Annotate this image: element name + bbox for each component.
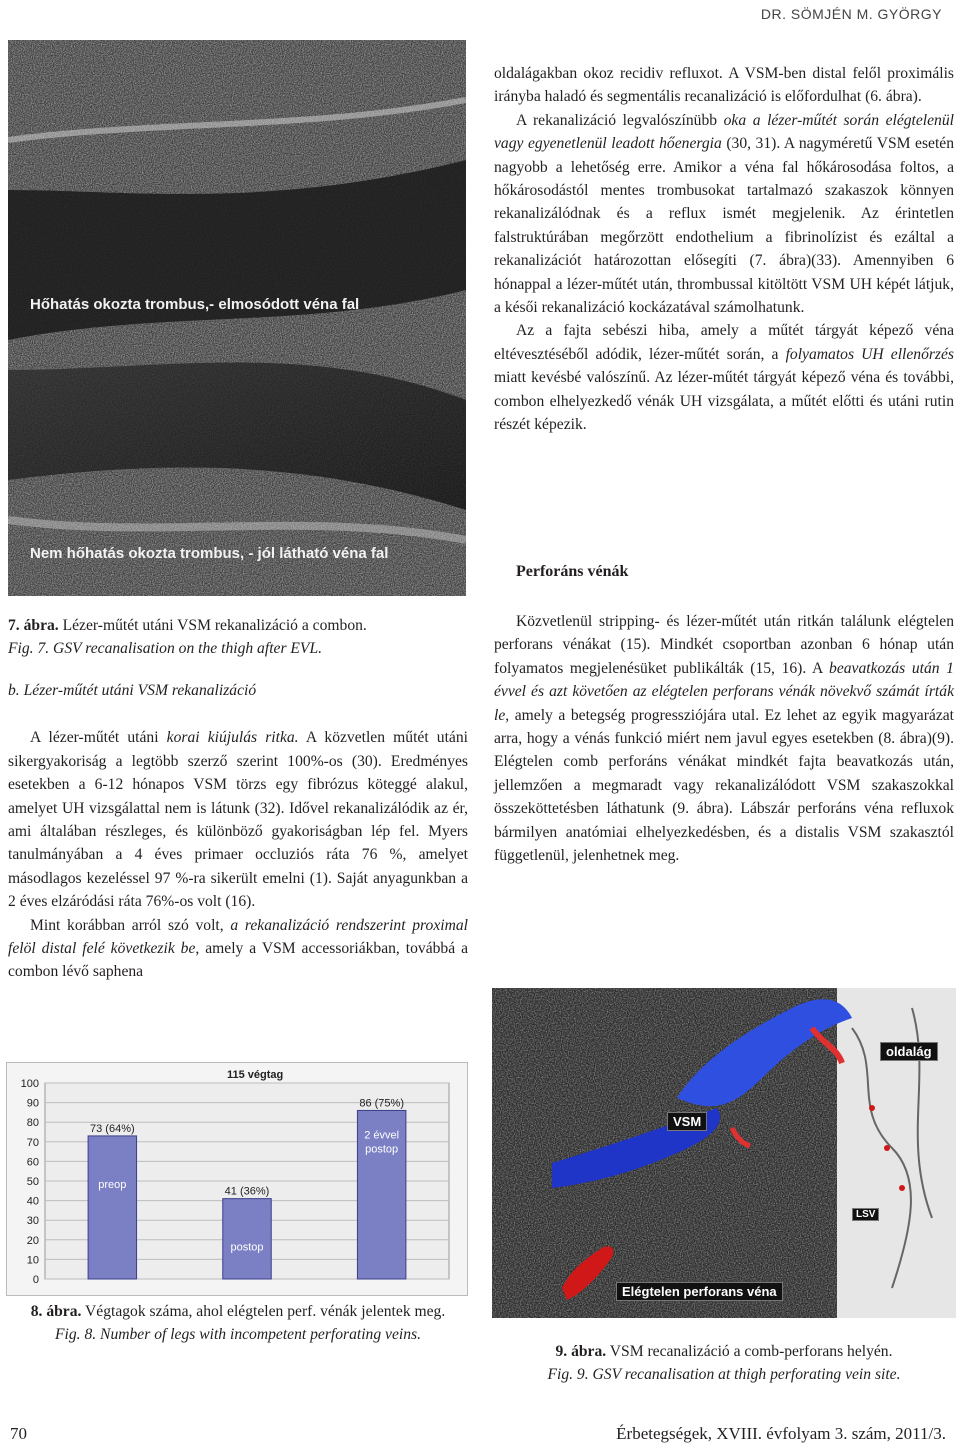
bar xyxy=(88,1136,136,1279)
fig8-hu-text: Végtagok száma, ahol elégtelen perf. vénák jelentek meg. xyxy=(81,1303,446,1320)
y-tick-label: 100 xyxy=(20,1078,39,1090)
ultrasound-image xyxy=(8,40,466,596)
bar-category-label: postop xyxy=(230,1241,264,1254)
fig8-hu-number: 8. ábra. xyxy=(30,1303,82,1320)
us-label-top: Hőhatás okozta trombus,- elmosódott véna fal xyxy=(30,296,360,313)
doppler-label-oldalag: oldalág xyxy=(880,1042,938,1061)
y-tick-label: 30 xyxy=(26,1215,39,1228)
fig7-en-text: GSV recanalisation on the thigh after EVL. xyxy=(49,640,323,658)
y-tick-label: 0 xyxy=(32,1274,39,1286)
bar-chart xyxy=(6,1062,468,1296)
bar-chart-svg xyxy=(7,1063,467,1295)
figure9-caption xyxy=(494,1340,954,1387)
y-tick-label: 20 xyxy=(26,1234,39,1247)
bar-category-label: preop xyxy=(98,1178,127,1191)
right-paragraph-2: A rekanalizáció legvalószínübb oka a lézer-műtét során elégtelenül vagy egyenetlenül leadott hőenergia (30, 31). A nagyméretű VSM esetén nagyobb a lehetőség erre. Amikor a véna fal hőkárosodása foltos, a hőkárosodástól mentes trombusokat tartalmazó szakaszok könnyen rekanalizálódnak és a reflux ismét megjelenik. Az érintetlen falstruktúrában megőrzött endothelium a fibrinolízist és ezáltal a rekanalizációt határozottan elősegíti (7. ábra)(33). Amennyiben 6 hónappal a lézer-műtét után, thrombussal kitöltött VSM UH képét látjuk, a késői rekanalizáció kockázatával számolhatunk. xyxy=(494,111,954,317)
left-column-text xyxy=(8,679,468,984)
bar-data-label: 86 (75%) xyxy=(359,1097,404,1110)
doppler-label-vsm: VSM xyxy=(667,1112,707,1131)
y-tick-label: 70 xyxy=(26,1136,39,1149)
bar-category-label: postop xyxy=(365,1143,399,1156)
bar-category-label: 2 évvel xyxy=(364,1129,400,1142)
figure7-caption xyxy=(8,614,468,661)
journal-footer: Érbetegségek, XVIII. évfolyam 3. szám, 2011/3. xyxy=(616,1424,946,1443)
us-label-bottom: Nem hőhatás okozta trombus, - jól látható véna fal xyxy=(30,545,389,562)
doppler-image xyxy=(492,988,956,1318)
left-paragraph-1: A lézer-műtét utáni korai kiújulás ritka. A közvetlen műtét utáni sikergyakoriság a legtöbb szerző szerint 100%-os (30). Eredményes esetekben a 6-12 hónapos VSM törzs egy fibrózus köteggé alakul, amelyet UH vizsgálattal nem is látunk (32). Idővel rekanalizálódik az ér, ami általában részleges, és különböző gyakoriságban lép fel. Myers tanulmányában a 4 éves primaer occluziós ráta 76 %, amelyet másodlagos kezeléssel 97 %-ra sikerült emelni (1). Saját anyagunkban a 2 éves elzáródási ráta 76%-os volt (16). xyxy=(8,729,468,911)
chart-title: 115 végtag xyxy=(226,1069,284,1081)
bar xyxy=(223,1199,271,1279)
ultrasound-graphic xyxy=(8,40,466,596)
fig7-en-number: Fig. 7. xyxy=(8,640,50,658)
y-tick-label: 60 xyxy=(26,1156,39,1169)
y-tick-label: 40 xyxy=(26,1195,39,1208)
fig9-en-number: Fig. 9. xyxy=(547,1366,589,1384)
fig9-en-text: GSV recanalisation at thigh perforating vein site. xyxy=(588,1366,901,1384)
doppler-label-lsv: LSV xyxy=(852,1208,879,1221)
right-paragraph-4: Közvetlenül stripping- és lézer-műtét után ritkán találunk elégtelen perforans vénákat (15). Mindkét csoportban azonban 6 hónap után folyamatos megjelenésüket publikálták (15, 16). A beavatkozás után 1 évvel és azt követően az elégtelen perforans vénák növekvő számát írták le, amely a betegség progressziójára utal. Ez lehet az egyik magyarázat arra, hogy a vénás funkció miért nem javul egyes esetekben (8. ábra)(9). Elégtelen comb perforáns vénákat mindkét fajta beavatkozás után, jellemzően a megmaradt vagy rekanalizálódott VSM szakaszokkal összeköttetésben láthatunk (9. ábra). Lábszár perforáns véna refluxok bármilyen anatómiai elhelyezkedésben, és a distalis VSM szakasztól függetlenül, jelenhetnek meg. xyxy=(494,613,954,865)
fig9-hu-text: VSM recanalizáció a comb-perforans helyén. xyxy=(606,1343,893,1360)
page-number: 70 xyxy=(10,1424,27,1443)
running-header: DR. SÖMJÉN M. GYÖRGY xyxy=(760,6,942,22)
y-tick-label: 10 xyxy=(26,1254,39,1267)
doppler-graphic xyxy=(492,988,956,1318)
right-paragraph-3: Az a fajta sebészi hiba, amely a műtét tárgyát képező véna eltévesztéséből adódik, lézer-műtét során, a folyamatos UH ellenőrzés miatt kevésbé valószínű. Az lézer-műtét tárgyát képező véna és további, combon elhelyezkedő vénák UH vizsgálata, a műtét előtti és utáni rutin részét képezik. xyxy=(494,322,954,434)
section-heading-perforans: Perforáns vénák xyxy=(516,563,629,580)
figure8-caption xyxy=(8,1300,468,1347)
y-tick-label: 50 xyxy=(26,1176,39,1188)
right-paragraph-1: oldalágakban okoz recidiv refluxot. A VSM-ben distal felől proximális irányba haladó és segmentális recanalizáció is előfordulhat (6. ábra). xyxy=(494,65,954,106)
section-subheading: b. Lézer-műtét utáni VSM rekanalizáció xyxy=(8,682,257,699)
fig8-en-number: Fig. 8. xyxy=(55,1326,97,1344)
fig7-hu-number: 7. ábra. xyxy=(8,617,59,634)
left-paragraph-2: Mint korábban arról szó volt, a rekanalizáció rendszerint proximal felöl distal felé következik be, amely a VSM accessoriákban, továbbá a combon lévő saphena xyxy=(8,916,468,981)
right-column-text-bottom xyxy=(494,610,954,867)
fig8-en-text: Number of legs with incompetent perforating veins. xyxy=(96,1326,421,1344)
bar-data-label: 73 (64%) xyxy=(90,1122,135,1135)
right-column-text-top xyxy=(494,62,954,437)
bar-data-label: 41 (36%) xyxy=(224,1185,270,1198)
fig7-hu-text: Lézer-műtét utáni VSM rekanalizáció a combon. xyxy=(58,617,367,634)
y-tick-label: 90 xyxy=(26,1097,39,1110)
y-tick-label: 80 xyxy=(26,1117,39,1130)
fig9-hu-number: 9. ábra. xyxy=(555,1343,607,1360)
doppler-label-perforans: Elégtelen perforans véna xyxy=(616,1282,783,1301)
